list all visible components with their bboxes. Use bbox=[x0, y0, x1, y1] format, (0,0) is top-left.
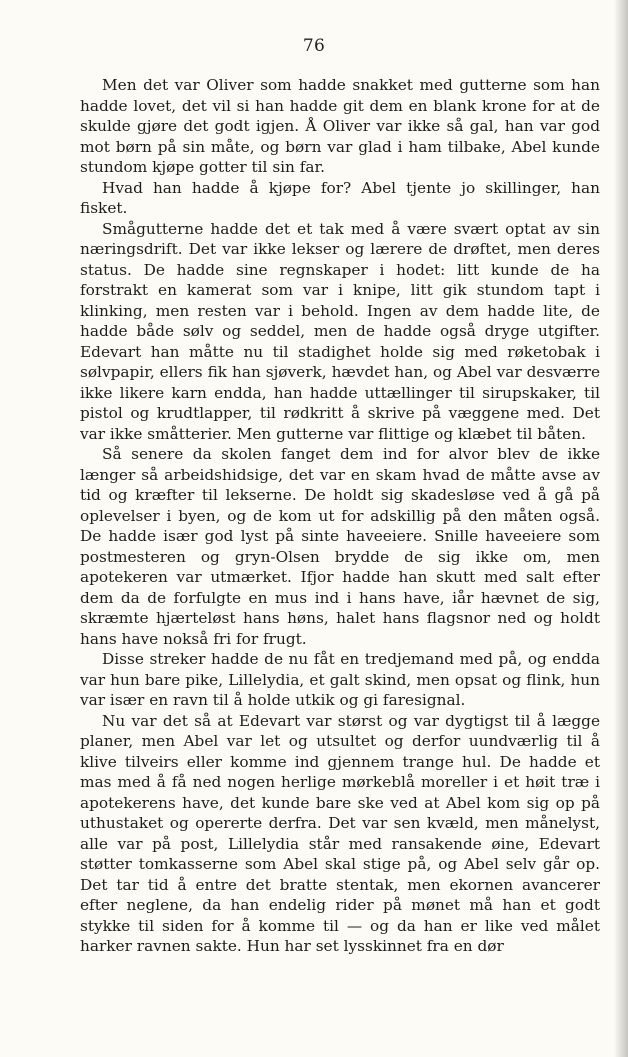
page-edge-shadow bbox=[614, 0, 628, 1057]
paragraph-6: Nu var det så at Edevart var størst og var dygtigst til å lægge planer, men Abel var let og utsultet og derfor uundværlig til å klive tilveirs eller komme ind gjennem trange hul. De hadde et mas med å få ned nogen herlige mørkeblå moreller i et høit træ i apotekerens have, det kunde bare ske ved at Abel kom sig op på uthustaket og opererte derfra. Det var sen kvæld, men månelyst, alle var på post, Lillelydia står med ransakende øine, Edevart støtter tomkasserne som Abel skal stige på, og Abel selv går op. Det tar tid å entre det bratte stentak, men ekornen avancerer efter neglene, da han endelig rider på mønet må han et godt stykke til siden for å komme til — og da han er like ved målet harker ravnen sakte. Hun har set lysskinnet fra en dør bbox=[80, 711, 600, 955]
paragraph-3: Smågutterne hadde det et tak med å være svært optat av sin næringsdrift. Det var ikke lekser og lærere de drøftet, men deres status. De hadde sine regnskaper i hodet: litt kunde de ha forstrakt en kamerat som var i knipe, litt gik stundom tapt i klinking, men resten var i behold. Ingen av dem hadde lite, de hadde både sølv og seddel, men de hadde også dryge utgifter. Edevart han måtte nu til stadighet holde sig med røketobak i sølvpapir, ellers fik han sjøverk, hævdet han, og Abel var desværre ikke likere karn endda, han hadde uttællinger til sirupskaker, til pistol og krudtlapper, til rødkritt å skrive på væggene med. Det var ikke småtterier. Men gutterne var flittige og klæbet til båten. bbox=[80, 219, 600, 443]
paragraph-2: Hvad han hadde å kjøpe for? Abel tjente jo skillinger, han fisket. bbox=[80, 178, 600, 217]
paragraph-4: Så senere da skolen fanget dem ind for alvor blev de ikke længer så arbeidshidsige, det var en skam hvad de måtte avse av tid og kræfter til lekserne. De holdt sig skadesløse ved å gå på oplevelser i byen, og de kom ut for adskillig på den måten også. De hadde især god lyst på sinte haveeiere. Snille haveeiere som postmesteren og gryn-Olsen brydde de sig ikke om, men apotekeren var utmærket. Ifjor hadde han skutt med salt efter dem da de forfulgte en mus ind i hans have, iår hævnet de sig, skræmte hjærteløst hans høns, halet hans flagsnor ned og holdt hans have nokså fri for frugt. bbox=[80, 445, 600, 648]
paragraph-5: Disse streker hadde de nu fåt en tredjemand med på, og endda var hun bare pike, Lillelydia, et galt skind, men opsat og flink, hun var især en ravn til å holde utkik og gi faresignal. bbox=[80, 650, 600, 709]
page-number: 76 bbox=[302, 36, 326, 56]
paragraph-1: Men det var Oliver som hadde snakket med gutterne som han hadde lovet, det vil si han hadde git dem en blank krone for at de skulde gjøre det godt igjen. Å Oliver var ikke så gal, han var god mot børn på sin måte, og børn var glad i ham tilbake, Abel kunde stundom kjøpe gotter til sin far. bbox=[80, 76, 600, 176]
body-text bbox=[80, 75, 600, 957]
